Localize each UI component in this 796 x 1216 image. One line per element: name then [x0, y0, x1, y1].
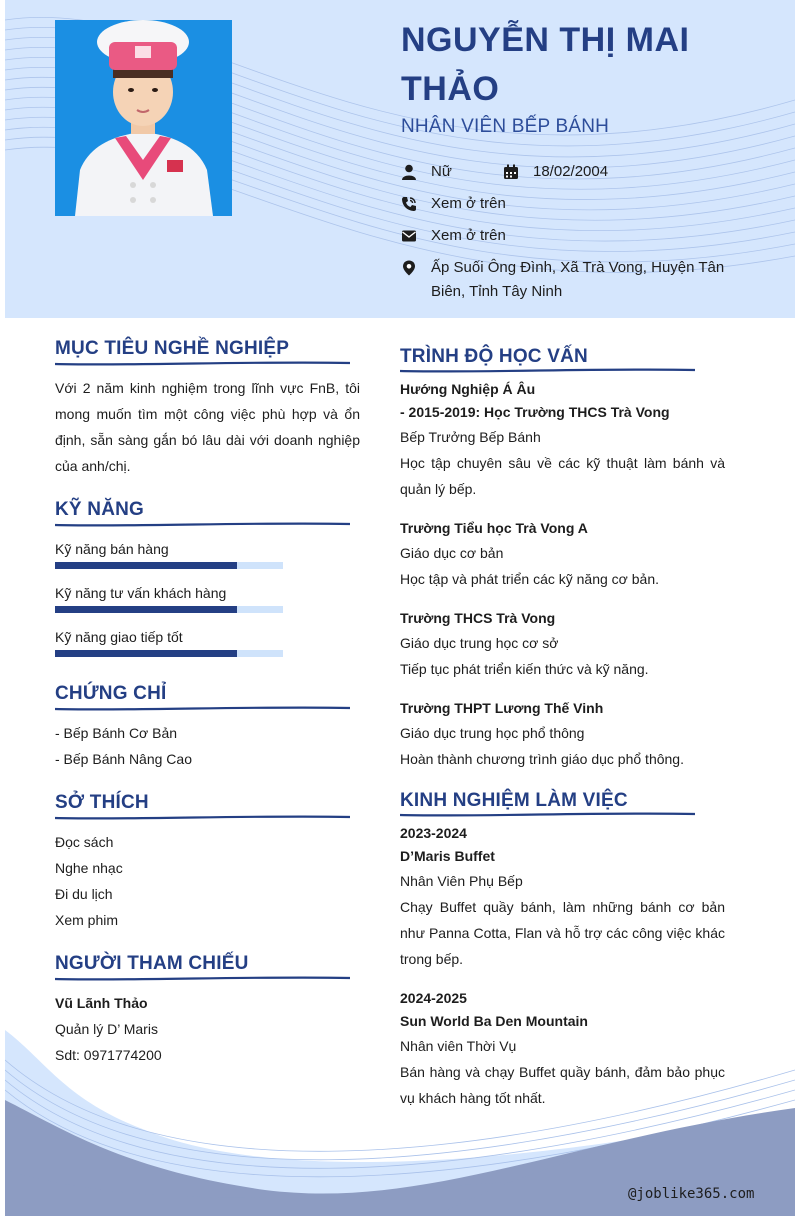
candidate-name: NGUYỄN THỊ MAI THẢO	[401, 21, 690, 108]
experience-company: Sun World Ba Den Mountain	[400, 1013, 588, 1029]
references-title: NGƯỜI THAM CHIẾU	[55, 953, 249, 974]
certificate-item: - Bếp Bánh Cơ Bản	[55, 725, 178, 741]
skill-bar-track	[55, 606, 283, 613]
education-school: Trường Tiểu học Trà Vong A	[400, 520, 588, 536]
skill-bar-fill	[55, 650, 237, 657]
hobby-item: Nghe nhạc	[55, 860, 123, 876]
hobbies-underline	[55, 814, 350, 822]
skill-bar-fill	[55, 606, 237, 613]
objective-text: Với 2 năm kinh nghiệm trong lĩnh vực FnB, tôi mong muốn tìm một công việc phù hợp và ổn định, sẵn sàng gắn bó lâu dài với doanh nghiệp của anh/chị.	[55, 380, 360, 474]
dob-value: 18/02/2004	[533, 163, 609, 180]
hobbies-title: SỞ THÍCH	[55, 792, 149, 813]
experience-entry	[400, 987, 725, 1111]
education-major: Bếp Trưởng Bếp Bánh	[400, 429, 541, 445]
reference-position: Quản lý D’ Maris	[55, 1021, 158, 1037]
education-description: Học tập và phát triển các kỹ năng cơ bản.	[400, 571, 659, 587]
certificate-item: - Bếp Bánh Nâng Cao	[55, 751, 192, 767]
cv-page	[5, 0, 795, 1216]
reference-phone: Sdt: 0971774200	[55, 1047, 162, 1063]
hobby-item: Đọc sách	[55, 834, 114, 850]
education-underline	[400, 367, 695, 375]
education-major: Giáo dục cơ bản	[400, 545, 504, 561]
education-entry	[400, 517, 725, 592]
email-value: Xem ở trên	[431, 227, 506, 244]
education-school: Hướng Nghiệp Á Âu	[400, 381, 536, 397]
job-title: NHÂN VIÊN BẾP BÁNH	[401, 116, 610, 137]
experience-description: Chạy Buffet quầy bánh, làm những bánh cơ bản như Panna Cotta, Flan và hỗ trợ các công việc khác trong bếp.	[400, 899, 725, 967]
email-icon	[401, 228, 417, 244]
experience-entry	[400, 822, 725, 972]
objective-title: MỤC TIÊU NGHỀ NGHIỆP	[55, 338, 290, 359]
certificates-title: CHỨNG CHỈ	[55, 683, 167, 704]
chef-portrait-image	[55, 20, 232, 216]
experience-company: D’Maris Buffet	[400, 848, 495, 864]
experience-description: Bán hàng và chạy Buffet quầy bánh, đảm bảo phục vụ khách hàng tốt nhất.	[400, 1064, 725, 1106]
skill-bar-track	[55, 650, 283, 657]
skill-label: Kỹ năng giao tiếp tốt	[55, 629, 183, 645]
education-major: Giáo dục trung học phổ thông	[400, 725, 585, 741]
education-description: Hoàn thành chương trình giáo dục phổ thông.	[400, 751, 684, 767]
education-entry	[400, 697, 725, 772]
hobby-item: Xem phim	[55, 912, 119, 928]
skill-bar-track	[55, 562, 283, 569]
education-description: Học tập chuyên sâu về các kỹ thuật làm bánh và quản lý bếp.	[400, 455, 725, 497]
education-school: Trường THPT Lương Thế Vinh	[400, 700, 604, 716]
watermark-text: @joblike365.com	[628, 1186, 755, 1202]
education-major: Giáo dục trung học cơ sở	[400, 635, 559, 651]
education-entry	[400, 607, 725, 682]
experience-position: Nhân viên Thời Vụ	[400, 1038, 517, 1054]
education-school: Trường THCS Trà Vong	[400, 610, 556, 626]
education-description: Tiếp tục phát triển kiến thức và kỹ năng.	[400, 661, 649, 677]
education-title: TRÌNH ĐỘ HỌC VẤN	[400, 346, 588, 367]
address-value: Ấp Suối Ông Đình, Xã Trà Vong, Huyện Tân Biên, Tỉnh Tây Ninh	[431, 259, 725, 300]
experience-title: KINH NGHIỆM LÀM VIỆC	[400, 790, 628, 811]
certificates-underline	[55, 705, 350, 713]
gender-value: Nữ	[431, 163, 452, 180]
skill-bar-fill	[55, 562, 237, 569]
hobby-item: Đi du lịch	[55, 886, 113, 902]
skill-label: Kỹ năng tư vấn khách hàng	[55, 585, 227, 601]
education-period: - 2015-2019: Học Trường THCS Trà Vong	[400, 404, 670, 420]
reference-name: Vũ Lãnh Thảo	[55, 995, 148, 1011]
location-icon	[401, 260, 417, 276]
phone-value: Xem ở trên	[431, 195, 506, 212]
skill-label: Kỹ năng bán hàng	[55, 541, 169, 557]
phone-icon	[401, 196, 417, 212]
references-underline	[55, 975, 350, 983]
education-entry	[400, 378, 725, 502]
skills-underline	[55, 521, 350, 529]
experience-period: 2023-2024	[400, 825, 467, 841]
user-icon	[401, 164, 417, 180]
calendar-icon	[503, 164, 519, 180]
profile-photo	[55, 20, 232, 216]
objective-underline	[55, 360, 350, 368]
experience-underline	[400, 811, 695, 819]
skills-title: KỸ NĂNG	[55, 499, 145, 520]
experience-position: Nhân Viên Phụ Bếp	[400, 873, 523, 889]
experience-period: 2024-2025	[400, 990, 467, 1006]
